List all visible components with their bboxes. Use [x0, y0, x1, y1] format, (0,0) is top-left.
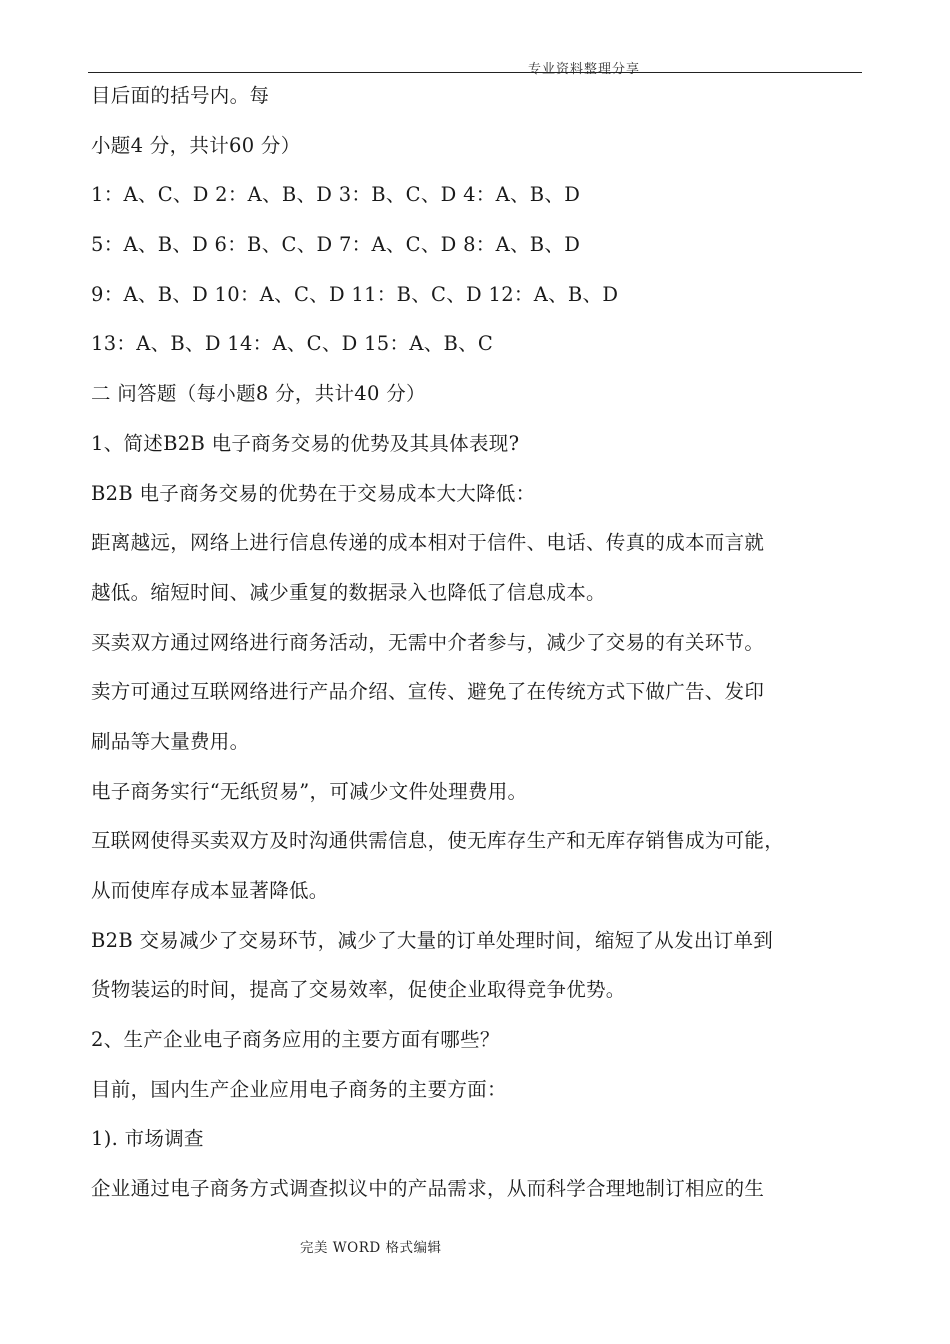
- answer-line: 9：A、B、D 10：A、C、D 11：B、C、D 12：A、B、D: [91, 282, 619, 306]
- text-line: 卖方可通过互联网络进行产品介绍、宣传、避免了在传统方式下做广告、发印: [91, 680, 765, 704]
- page-footer-text: 完美 WORD 格式编辑: [300, 1240, 442, 1256]
- subsection-heading: 1). 市场调查: [91, 1127, 204, 1151]
- text-line: 买卖双方通过网络进行商务活动，无需中介者参与，减少了交易的有关环节。: [91, 630, 765, 654]
- answer-line: 1：A、C、D 2：A、B、D 3：B、C、D 4：A、B、D: [91, 183, 581, 207]
- text-line: 互联网使得买卖双方及时沟通供需信息，使无库存生产和无库存销售成为可能，: [91, 829, 785, 853]
- text-line: 货物装运的时间，提高了交易效率，促使企业取得竞争优势。: [91, 978, 626, 1002]
- document-body: [91, 78, 861, 1221]
- text-line: 企业通过电子商务方式调查拟议中的产品需求，从而科学合理地制订相应的生: [91, 1177, 765, 1201]
- question-heading: 1、简述B2B 电子商务交易的优势及其具体表现?: [91, 431, 520, 455]
- text-line: 从而使库存成本显著降低。: [91, 879, 329, 902]
- text-line: B2B 电子商务交易的优势在于交易成本大大降低：: [91, 481, 536, 505]
- answer-line: 13：A、B、D 14：A、C、D 15：A、B、C: [91, 332, 494, 356]
- text-line: 电子商务实行“无纸贸易”，可减少文件处理费用。: [91, 779, 528, 803]
- text-line: 目前，国内生产企业应用电子商务的主要方面：: [91, 1077, 507, 1101]
- section-heading: 二 问答题（每小题8 分，共计40 分）: [91, 382, 426, 406]
- question-heading: 2、生产企业电子商务应用的主要方面有哪些？: [91, 1028, 500, 1052]
- page-header-text: 专业资料整理分享: [528, 62, 641, 77]
- text-line: 越低。缩短时间、减少重复的数据录入也降低了信息成本。: [91, 580, 606, 604]
- text-line: 距离越远，网络上进行信息传递的成本相对于信件、电话、传真的成本而言就: [91, 531, 765, 555]
- answer-line: 5：A、B、D 6：B、C、D 7：A、C、D 8：A、B、D: [91, 233, 581, 257]
- text-line: 刷品等大量费用。: [91, 729, 250, 753]
- text-line: 小题4 分，共计60 分）: [91, 133, 301, 157]
- header-divider: [88, 72, 862, 73]
- text-line: 目后面的括号内。每: [91, 84, 270, 107]
- text-line: B2B 交易减少了交易环节，减少了大量的订单处理时间，缩短了从发出订单到: [91, 928, 774, 952]
